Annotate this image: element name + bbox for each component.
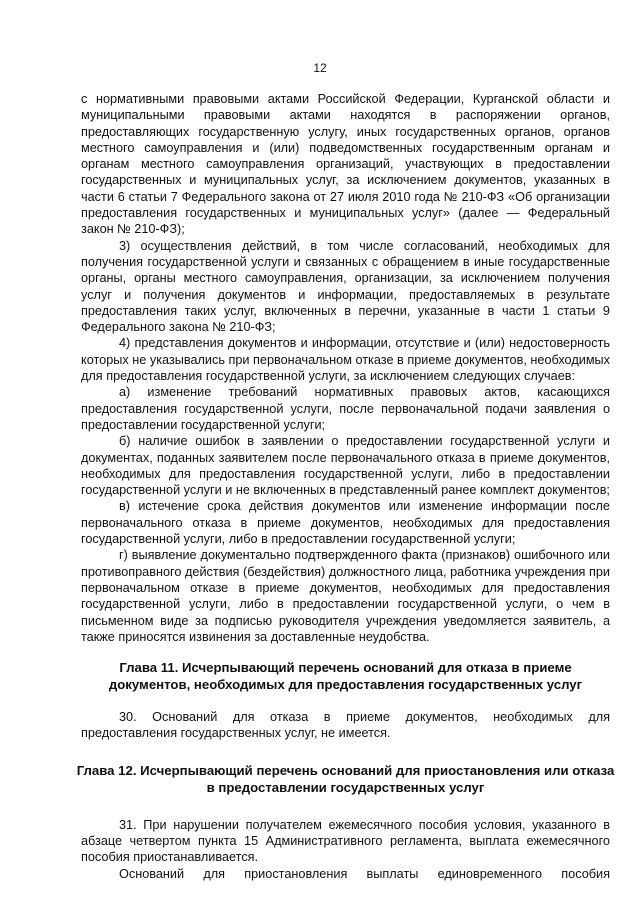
paragraph-subitem-v: в) истечение срока действия документов или изменение информации после первоначального отказа в приеме документов, необходимых для предоставления государственной услуги, либо в предоставлении государственной услуги; [81, 499, 610, 547]
paragraph-30: 30. Оснований для отказа в приеме документов, необходимых для предоставления государственных услуг, не имеется. [81, 710, 610, 741]
paragraph-31-continuation: Оснований для приостановления выплаты единовременного пособия [119, 866, 610, 881]
paragraph-subitem-g: г) выявление документально подтвержденного факта (признаков) ошибочного или противоправного действия (бездействия) должностного лица, работника учреждения при первоначальном отказе в приеме документов, необходимых для предоставления государственной услуги, либо в предоставлении государственной услуги, о чем в письменном виде за подписью руководителя учреждения уведомляется заявитель, а также приносятся извинения за доставленные неудобства. [81, 548, 610, 644]
document-body [76, 91, 615, 882]
chapter-12-heading: Глава 12. Исчерпывающий перечень оснований для приостановления или отказа в предоставлении государственных услуг [76, 762, 615, 795]
paragraph-subitem-b: б) наличие ошибок в заявлении о предоставлении государственной услуги и документах, поданных заявителем после первоначального отказа в приеме документов, необходимых для предоставления государственной услуги, либо в предоставлении государственной услуги и не включенных в представленный ранее комплект документов; [81, 434, 610, 498]
paragraph-item-4: 4) представления документов и информации, отсутствие и (или) недостоверность которых не указывались при первоначальном отказе в приеме документов, необходимых для предоставления государственной услуги, за исключением следующих случаев: [81, 336, 610, 384]
paragraph-31: 31. При нарушении получателем ежемесячного пособия условия, указанного в абзаце четвертом пункта 15 Административного регламента, выплата ежемесячного пособия приостанавливается. [81, 817, 610, 865]
chapter-11-heading: Глава 11. Исчерпывающий перечень оснований для отказа в приеме документов, необходимых для предоставления государственных услуг [108, 660, 583, 693]
page-number: 12 [313, 61, 327, 75]
paragraph-continuation: с нормативными правовыми актами Российской Федерации, Курганской области и муниципальными правовыми актами находятся в распоряжении органов, предоставляющих государственную услугу, иных государственных органов, органов местного самоуправления и (или) подведомственных государственным органам и органам местного самоуправления организаций, участвующих в предоставлении государственных и муниципальных услуг, за исключением документов, указанных в части 6 статьи 7 Федерального закона от 27 июля 2010 года № 210-ФЗ «Об организации предоставления государственных и муниципальных услуг» (далее — Федеральный закон № 210-ФЗ); [81, 92, 610, 237]
paragraph-item-3: 3) осуществления действий, в том числе согласований, необходимых для получения государственной услуги и связанных с обращением в иные государственные органы, органы местного самоуправления, организации, за исключением получения услуг и получения документов и информации, предоставляемых в результате предоставления таких услуг, включенных в перечни, указанные в части 1 статьи 9 Федерального закона № 210-ФЗ; [81, 238, 610, 335]
paragraph-subitem-a: а) изменение требований нормативных правовых актов, касающихся предоставления государственной услуги, после первоначальной подачи заявления о предоставлении государственной услуги; [81, 385, 610, 432]
